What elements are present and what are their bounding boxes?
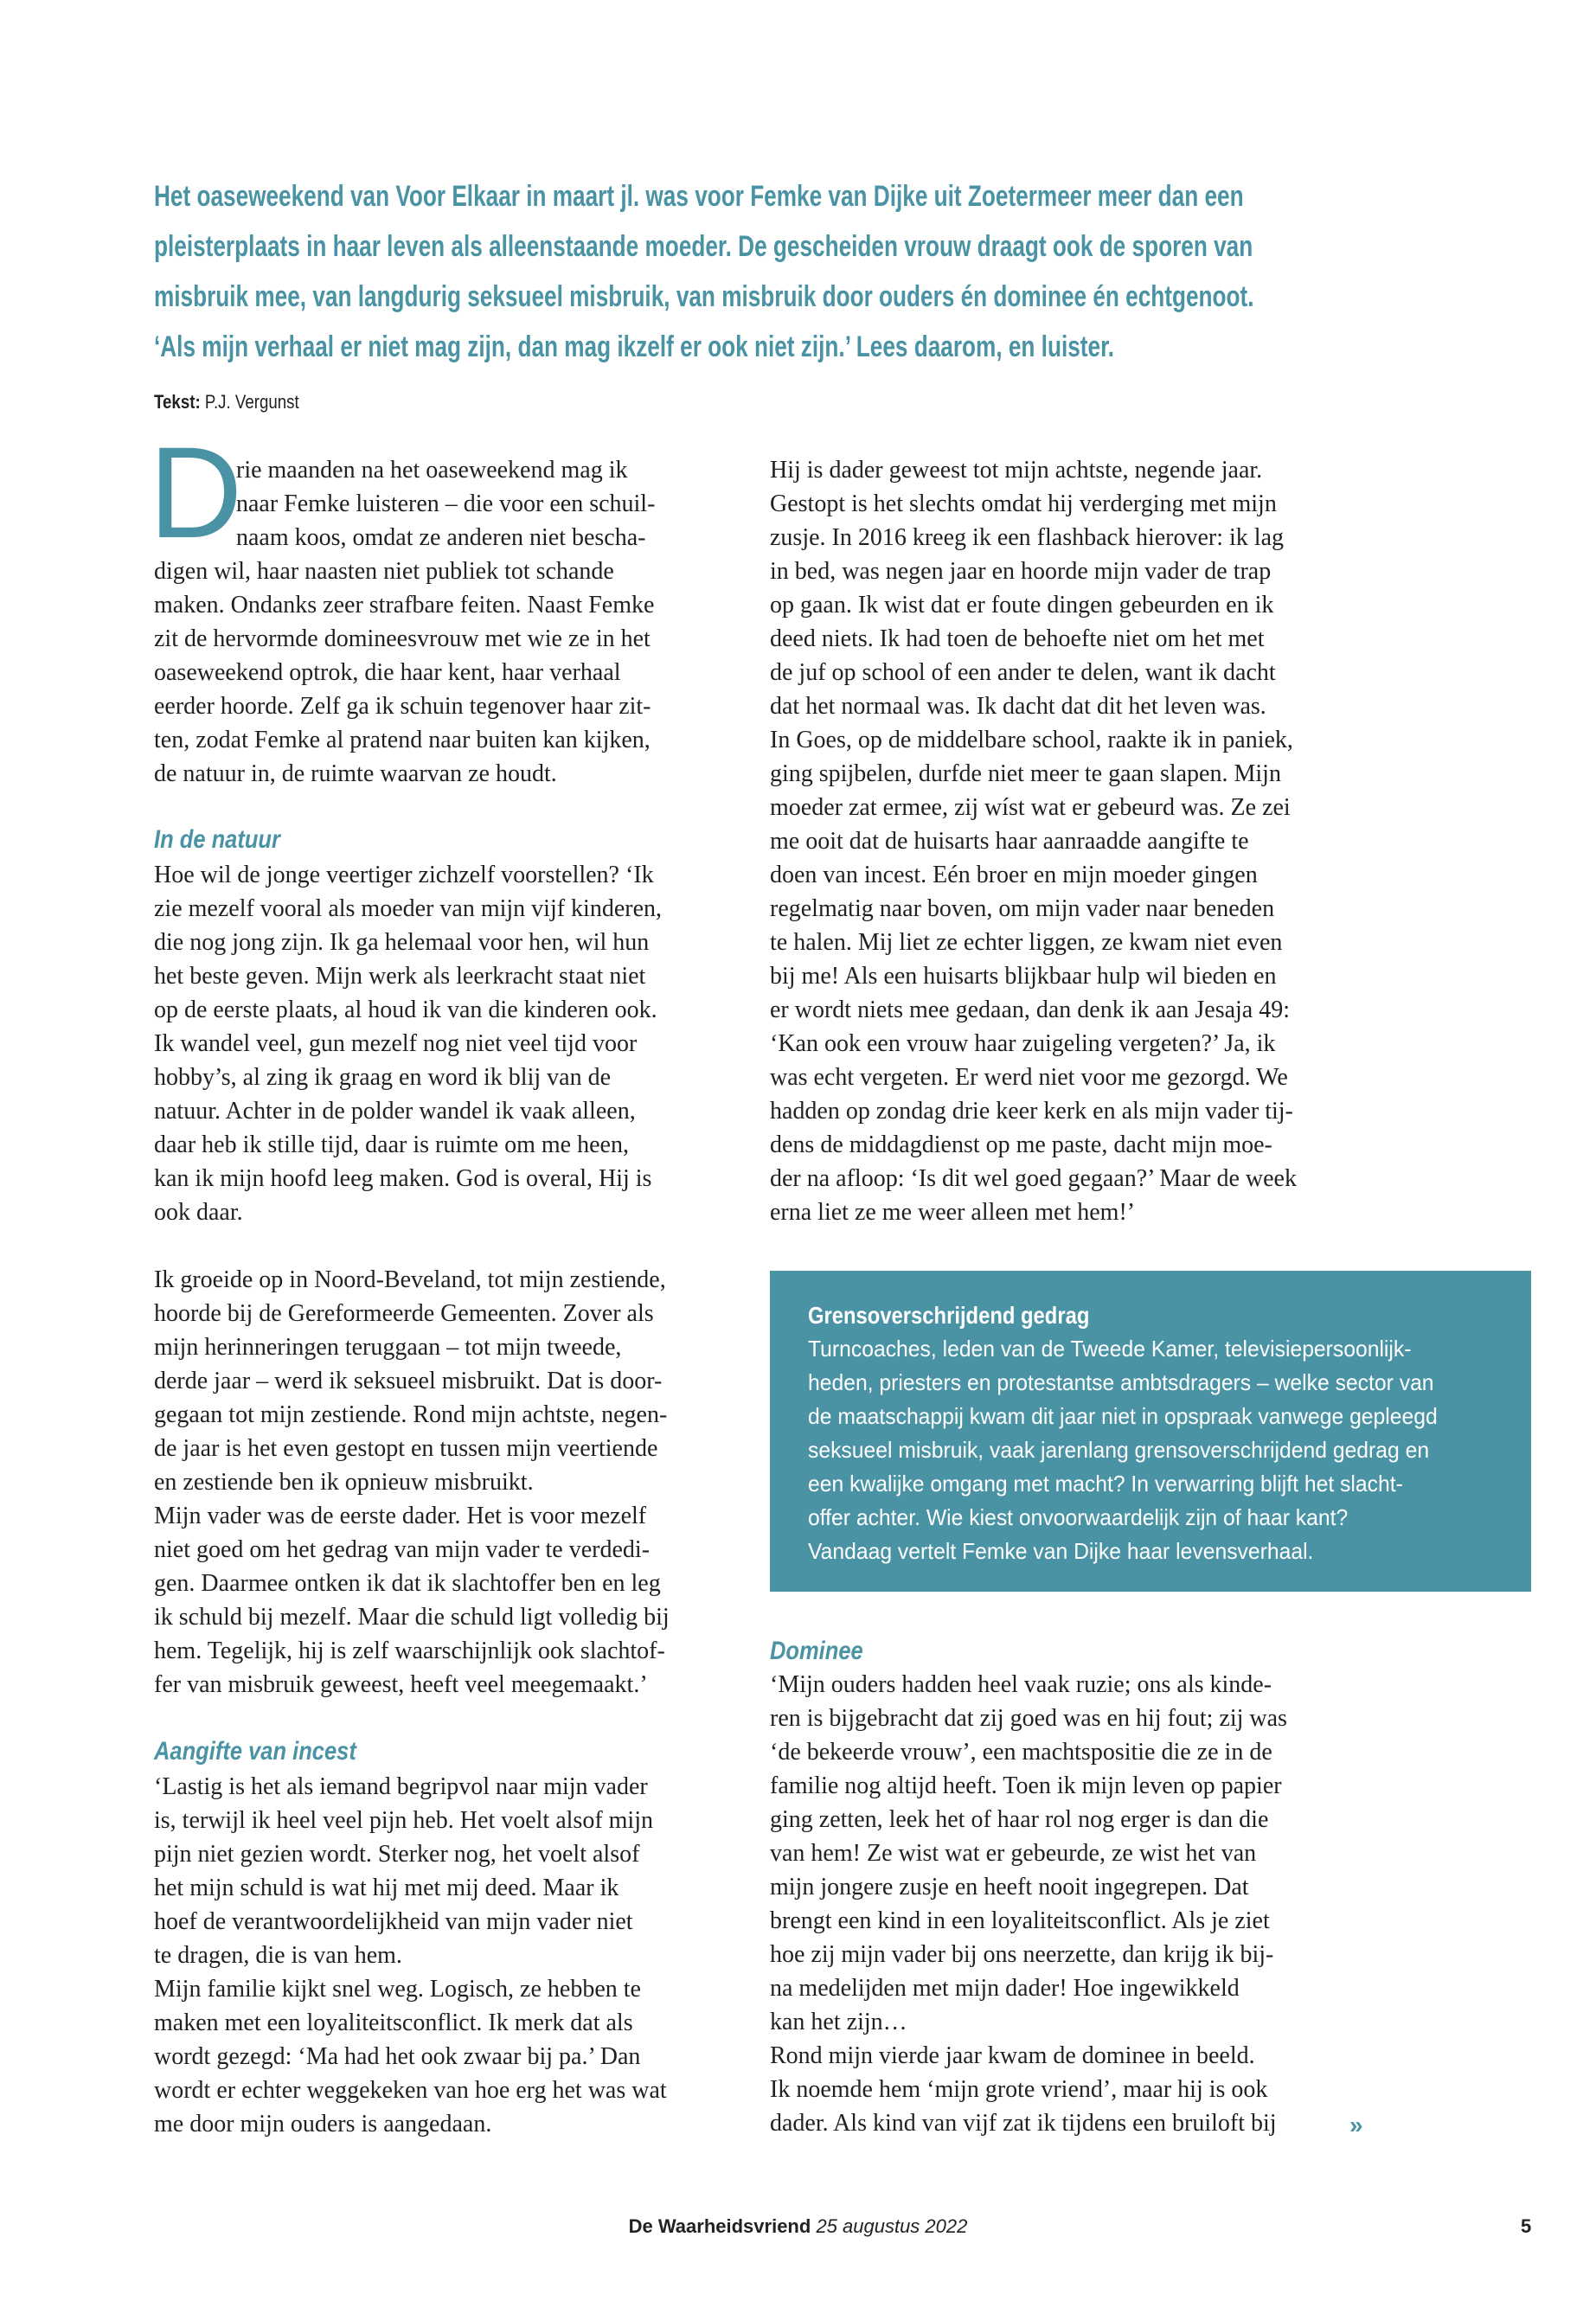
byline-author: P.J. Vergunst [204, 391, 299, 413]
paragraph-intro-rest: digen wil, haar naasten niet publiek tot schande maken. Ondanks zeer strafbare feiten. Naast Femke zit de hervormde domineesvrouw met wie ze in het oaseweekend optrok, die haar kent, haar verhaal eerder hoorde. Zelf ga ik schuin tegenover haar zit- ten, zodat Femke al pratend naar buiten kan kijken, de natuur in, de ruimte waarvan ze houdt. [154, 558, 655, 787]
sidebar-title: Grensoverschrijdend gedrag [808, 1302, 1090, 1329]
article-intro [154, 171, 1590, 372]
intro-line: pleisterplaats in haar leven als alleenstaande moeder. De gescheiden vrouw draagt ook de sporen van [154, 230, 1253, 263]
paragraph-aangifte: ‘Lastig is het als iemand begripvol naar mijn vader is, terwijl ik heel veel pijn heb. Het voelt alsof mijn pijn niet gezien wordt. Sterker nog, het voelt alsof het mijn schuld is wat hij met mij deed. Maar ik hoef de verantwoordelijkheid van mijn vader niet te dragen, die is van hem. Mijn familie kijkt snel weg. Logisch, ze hebben te maken met een loyaliteitsconflict. Ik merk dat als wordt gezegd: ‘Ma had het ook zwaar bij pa.’ Dan wordt er echter weggekeken van hoe erg het was wat me door mijn ouders is aangedaan. [154, 1773, 667, 2138]
paragraph-natuur: Hoe wil de jonge veertiger zichzelf voorstellen? ‘Ik zie mezelf vooral als moeder van mijn vijf kinderen, die nog jong zijn. Ik ga helemaal voor hen, wil hun het beste geven. Mijn werk als leerkracht staat niet op de eerste plaats, al houd ik van die kinderen ook. Ik wandel veel, gun mezelf nog niet veel tijd voor hobby’s, al zing ik graag en word ik blij van de natuur. Achter in de polder wandel ik vaak alleen, daar heb ik stille tijd, daar is ruimte om me heen, kan ik mijn hoofd leeg maken. God is overal, Hij is ook daar. [154, 862, 663, 1226]
page-footer [0, 2214, 1596, 2240]
sidebar-text: Turncoaches, leden van de Tweede Kamer, televisiepersoonlijk- heden, priesters en protestantse ambtsdragers – welke sector van de maatschappij kwam dit jaar niet in opspraak vanwege gepleegd seksueel misbruik, vaak jarenlang grensoverschrijdend gedrag en een kwalijke omgang met macht? In verwarring blijft het slacht- offer achter. Wie kiest onvoorwaardelijk zijn of haar kant? Vandaag vertelt Femke van Dijke haar levensverhaal. [808, 1336, 1438, 1564]
subheading-aangifte-van-incest: Aangifte van incest [154, 1737, 356, 1766]
paragraph-jeugd: Ik groeide op in Noord-Beveland, tot mijn zestiende, hoorde bij de Gereformeerde Gemeenten. Zover als mijn herinneringen teruggaan – tot mijn tweede, derde jaar – werd ik seksueel misbruikt. Dat is door- gegaan tot mijn zestiende. Rond mijn achtste, negen- de jaar is het even gestopt en tussen mijn veertiende en zestiende ben ik opnieuw misbruikt. Mijn vader was de eerste dader. Het is voor mezelf niet goed om het gedrag van mijn vader te verdedi- gen. Daarmee ontken ik dat ik slachtoffer ben en leg ik schuld bij mezelf. Maar die schuld ligt volledig bij hem. Tegelijk, hij is zelf waarschijnlijk ook slachtof- fer van misbruik geweest, heeft veel meegemaakt.’ [154, 1266, 670, 1698]
byline [154, 389, 299, 415]
publication-name: De Waarheidsvriend [628, 2215, 811, 2237]
intro-line: misbruik mee, van langdurig seksueel misbruik, van misbruik door ouders én dominee én echtgenoot. [154, 280, 1254, 313]
byline-label: Tekst: [154, 391, 201, 413]
page-number: 5 [1521, 2215, 1532, 2237]
subheading-in-de-natuur: In de natuur [154, 825, 280, 854]
continue-arrow-icon: » [1349, 2112, 1363, 2138]
sidebar-box [770, 1271, 1531, 1592]
publication-date: 25 augustus 2022 [816, 2215, 968, 2237]
paragraph-dader: Hij is dader geweest tot mijn achtste, negende jaar. Gestopt is het slechts omdat hij verderging met mijn zusje. In 2016 kreeg ik een flashback hierover: ik lag in bed, was negen jaar en hoorde mijn vader de trap op gaan. Ik wist dat er foute dingen gebeurden en ik deed niets. Ik had toen de behoefte niet om het met de juf op school of een ander te delen, want ik dacht dat het normaal was. Ik dacht dat dit het leven was. In Goes, op de middelbare school, raakte ik in paniek, ging spijbelen, durfde niet meer te gaan slapen. Mijn moeder zat ermee, zij wíst wat er gebeurd was. Ze zei me ooit dat de huisarts haar aanraadde aangifte te doen van incest. Eén broer en mijn moeder gingen regelmatig naar boven, om mijn vader naar beneden te halen. Mij liet ze echter liggen, ze kwam niet even bij me! Als een huisarts blijkbaar hulp wil bieden en er wordt niets mee gedaan, dan denk ik aan Jesaja 49: ‘Kan ook een vrouw haar zuigeling vergeten?’ Ja, ik was echt vergeten. Er werd niet voor me gezorgd. We hadden op zondag drie keer kerk en als mijn vader tij- dens de middagdienst op me paste, dacht mijn moe- der na afloop: ‘Is dit wel goed gegaan?’ Maar de week erna liet ze me weer alleen met hem!’ [770, 457, 1297, 1226]
intro-line: ‘Als mijn verhaal er niet mag zijn, dan mag ikzelf er ook niet zijn.’ Lees daarom, en luister. [154, 330, 1115, 363]
intro-line: Het oaseweekend van Voor Elkaar in maart jl. was voor Femke van Dijke uit Zoetermeer meer dan een [154, 180, 1244, 213]
drop-cap: D [149, 420, 243, 565]
paragraph-intro-indented: rie maanden na het oaseweekend mag ik naar Femke luisteren – die voor een schuil- naam koos, omdat ze anderen niet bescha- [236, 457, 656, 551]
subheading-dominee: Dominee [770, 1637, 863, 1665]
paragraph-dominee: ‘Mijn ouders hadden heel vaak ruzie; ons als kinde- ren is bijgebracht dat zij goed was en hij fout; zij was ‘de bekeerde vrouw’, een machtspositie die ze in de familie nog altijd heeft. Toen ik mijn leven op papier ging zetten, leek het of haar rol nog erger is dan die van hem! Ze wist wat er gebeurde, ze wist het van mijn jongere zusje en heeft nooit ingegrepen. Dat brengt een kind in een loyaliteitsconflict. Als je ziet hoe zij mijn vader bij ons neerzette, dan krijg ik bij- na medelijden met mijn dader! Hoe ingewikkeld kan het zijn… Rond mijn vierde jaar kwam de dominee in beeld. Ik noemde hem ‘mijn grote vriend’, maar hij is ook dader. Als kind van vijf zat ik tijdens een bruiloft bij [770, 1671, 1287, 2137]
